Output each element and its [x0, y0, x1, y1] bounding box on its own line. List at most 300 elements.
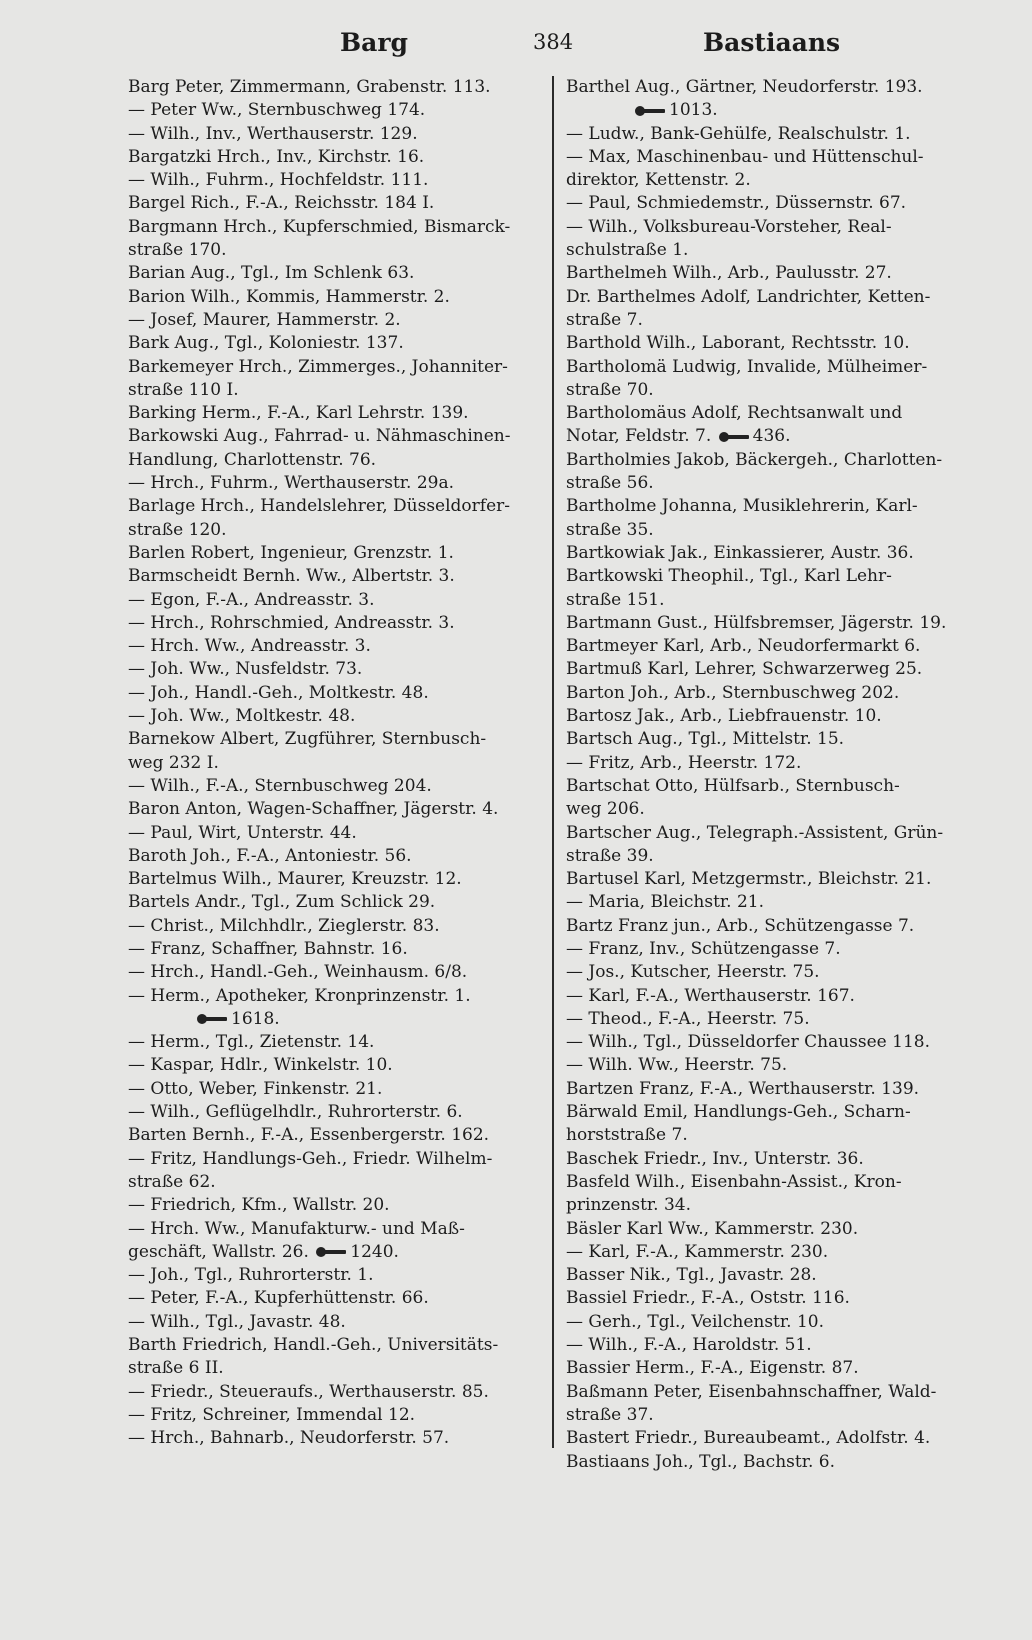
entry-line [566, 472, 976, 495]
directory-entry [128, 565, 540, 588]
directory-entry [128, 356, 540, 403]
entry-line [566, 1171, 976, 1194]
entry-line [128, 1031, 540, 1054]
entry-text: — Herm., Apotheker, Kronprinzenstr. 1. [128, 985, 471, 1006]
entry-line [566, 1054, 976, 1077]
directory-entry [566, 146, 976, 193]
entry-line [566, 705, 976, 728]
directory-entry [566, 658, 976, 681]
entry-text: Bark Aug., Tgl., Koloniestr. 137. [128, 333, 404, 354]
entry-text: — Hrch., Fuhrm., Werthauserstr. 29a. [128, 473, 455, 494]
directory-entry [128, 1101, 540, 1124]
directory-entry [566, 705, 976, 728]
entry-line [566, 1381, 976, 1404]
entry-line [128, 1334, 540, 1357]
entry-text: straße 37. [566, 1404, 654, 1425]
entry-text: Barton Joh., Arb., Sternbuschweg 202. [566, 682, 900, 703]
directory-entry [128, 1031, 540, 1054]
directory-entry [566, 891, 976, 914]
entry-text: — Jos., Kutscher, Heerstr. 75. [566, 962, 820, 983]
entry-text: Bartusel Karl, Metzgermstr., Bleichstr. 21. [566, 869, 932, 890]
entry-line [566, 286, 976, 309]
entry-text: — Theod., F.-A., Heerstr. 75. [566, 1008, 810, 1029]
entry-text: — Fritz, Schreiner, Immendal 12. [128, 1404, 416, 1425]
entry-line [128, 216, 540, 239]
entry-text: — Wilh., Inv., Werthauserstr. 129. [128, 123, 418, 144]
entry-text: Baroth Joh., F.-A., Antoniestr. 56. [128, 845, 412, 866]
entry-line [566, 1287, 976, 1310]
directory-entry [566, 1427, 976, 1450]
entry-text: — Hrch. Ww., Manufakturw.- und Maß- [128, 1218, 465, 1239]
entry-line [128, 425, 540, 448]
entry-text: — Egon, F.-A., Andreasstr. 3. [128, 589, 375, 610]
entry-line [566, 682, 976, 705]
entry-line [128, 449, 540, 472]
directory-entry [566, 542, 976, 565]
entry-text: Bartscher Aug., Telegraph.-Assistent, Grün- [566, 822, 944, 843]
directory-entry [566, 822, 976, 869]
entry-line [128, 565, 540, 588]
entry-line [128, 1218, 540, 1241]
directory-entry [566, 1311, 976, 1334]
entry-line [128, 845, 540, 868]
entry-line [566, 822, 976, 845]
directory-entry [128, 1334, 540, 1381]
entry-line [566, 612, 976, 635]
directory-entry [566, 1357, 976, 1380]
directory-entry [566, 449, 976, 496]
directory-entry [128, 868, 540, 891]
entry-text: Bartmeyer Karl, Arb., Neudorfermarkt 6. [566, 636, 921, 657]
entry-line [566, 1311, 976, 1334]
entry-text: Bartels Andr., Tgl., Zum Schlick 29. [128, 892, 436, 913]
entry-text: — Wilh., F.-A., Sternbuschweg 204. [128, 775, 432, 796]
entry-text: — Herm., Tgl., Zietenstr. 14. [128, 1032, 375, 1053]
entry-line [128, 961, 540, 984]
directory-entry [128, 775, 540, 798]
entry-line [566, 752, 976, 775]
entry-line [128, 868, 540, 891]
entry-line [566, 379, 976, 402]
entry-line [128, 891, 540, 914]
entry-text: Handlung, Charlottenstr. 76. [128, 449, 377, 470]
entry-line [566, 1148, 976, 1171]
directory-entry [566, 1078, 976, 1101]
directory-entry [566, 1101, 976, 1148]
entry-line [128, 542, 540, 565]
entry-text: straße 70. [566, 379, 654, 400]
directory-entry [128, 1404, 540, 1427]
entry-text: — Joh., Tgl., Ruhrorterstr. 1. [128, 1265, 374, 1286]
entry-text: — Wilh., Geflügelhdlr., Ruhrorterstr. 6. [128, 1102, 463, 1123]
entry-text: Barthel Aug., Gärtner, Neudorferstr. 193. [566, 77, 923, 97]
entry-line [566, 589, 976, 612]
directory-entry [566, 961, 976, 984]
entry-line [128, 262, 540, 285]
entry-text: weg 232 I. [128, 752, 219, 773]
entry-line [128, 1311, 540, 1334]
entry-line [128, 682, 540, 705]
entry-line [566, 76, 976, 99]
entry-line [566, 1404, 976, 1427]
entry-line [128, 379, 540, 402]
directory-entry [566, 1171, 976, 1218]
entry-text: Barion Wilh., Kommis, Hammerstr. 2. [128, 286, 450, 307]
entry-text: straße 120. [128, 519, 227, 540]
entry-line [566, 169, 976, 192]
entry-line [128, 798, 540, 821]
entry-line [128, 985, 540, 1008]
entry-line [566, 868, 976, 891]
entry-text: direktor, Kettenstr. 2. [566, 170, 751, 191]
directory-entry [128, 192, 540, 215]
entry-text: — Franz, Inv., Schützengasse 7. [566, 938, 841, 959]
directory-entry [566, 938, 976, 961]
directory-entry [128, 1427, 540, 1450]
entry-line [128, 1171, 540, 1194]
entry-line [128, 169, 540, 192]
entry-line [566, 332, 976, 355]
entry-text: — Hrch. Ww., Andreasstr. 3. [128, 636, 371, 657]
entry-line [566, 192, 976, 215]
entry-text: — Karl, F.-A., Werthauserstr. 167. [566, 985, 855, 1006]
directory-entry [128, 1218, 540, 1265]
entry-line [566, 262, 976, 285]
directory-entry [566, 915, 976, 938]
entry-line [566, 239, 976, 262]
entry-line [128, 915, 540, 938]
entry-line [128, 192, 540, 215]
entry-text: Bartmuß Karl, Lehrer, Schwarzerweg 25. [566, 659, 923, 680]
entry-text: Bartkowski Theophil., Tgl., Karl Lehr- [566, 566, 892, 587]
directory-entry [128, 309, 540, 332]
entry-line [128, 472, 540, 495]
entry-text: — Wilh., Tgl., Javastr. 48. [128, 1311, 346, 1332]
entry-line [128, 1357, 540, 1380]
entry-text: prinzenstr. 34. [566, 1195, 692, 1216]
entry-text: Barthold Wilh., Laborant, Rechtsstr. 10. [566, 333, 910, 354]
entry-text: Barking Herm., F.-A., Karl Lehrstr. 139. [128, 403, 469, 424]
entry-line [128, 1427, 540, 1450]
directory-entry [566, 402, 976, 449]
entry-line [566, 123, 976, 146]
entry-line [128, 1124, 540, 1147]
directory-entry [128, 262, 540, 285]
entry-text: Bartschat Otto, Hülfsarb., Sternbusch- [566, 775, 900, 796]
directory-entry [128, 822, 540, 845]
entry-line [566, 216, 976, 239]
directory-entry [566, 1008, 976, 1031]
entry-text: schulstraße 1. [566, 240, 689, 261]
entry-line [566, 425, 976, 448]
entry-text: — Paul, Schmiedemstr., Düssernstr. 67. [566, 193, 907, 214]
entry-phone-line [633, 99, 976, 122]
entry-line [128, 99, 540, 122]
directory-entry [128, 635, 540, 658]
header-first-name: Barg [340, 28, 408, 57]
directory-entry [128, 286, 540, 309]
entry-line [566, 1357, 976, 1380]
entry-text: Basfeld Wilh., Eisenbahn-Assist., Kron- [566, 1171, 902, 1192]
directory-entry [128, 705, 540, 728]
entry-text: Bartmann Gust., Hülfsbremser, Jägerstr. 19. [566, 612, 947, 633]
entry-line [128, 123, 540, 146]
entry-line [566, 798, 976, 821]
entry-line [128, 76, 540, 99]
entry-line [128, 309, 540, 332]
directory-entry [128, 728, 540, 775]
entry-text: — Hrch., Handl.-Geh., Weinhausm. 6/8. [128, 962, 468, 983]
entry-line [128, 286, 540, 309]
entry-line [566, 658, 976, 681]
entry-text: Baron Anton, Wagen-Schaffner, Jägerstr. 4. [128, 799, 499, 820]
entry-text: straße 6 II. [128, 1358, 224, 1379]
entry-line [566, 1031, 976, 1054]
entry-text: straße 151. [566, 589, 665, 610]
directory-entry [128, 891, 540, 914]
entry-line [128, 705, 540, 728]
directory-entry [128, 658, 540, 681]
telephone-icon [719, 432, 749, 442]
directory-entry [128, 915, 540, 938]
entry-line [128, 822, 540, 845]
entry-text: Bärwald Emil, Handlungs-Geh., Scharn- [566, 1102, 911, 1123]
directory-entry [566, 868, 976, 891]
directory-entry [128, 495, 540, 542]
entry-line [566, 495, 976, 518]
right-column [566, 76, 976, 1474]
entry-text: straße 110 I. [128, 379, 239, 400]
entry-line [128, 1404, 540, 1427]
entry-text: — Fritz, Handlungs-Geh., Friedr. Wilhelm- [128, 1148, 493, 1169]
entry-line [566, 519, 976, 542]
entry-text: — Maria, Bleichstr. 21. [566, 892, 765, 913]
directory-entry [566, 192, 976, 215]
entry-text: Basser Nik., Tgl., Javastr. 28. [566, 1265, 817, 1286]
entry-text: Barg Peter, Zimmermann, Grabenstr. 113. [128, 77, 491, 97]
directory-entry [566, 728, 976, 751]
entry-text: — Friedr., Steueraufs., Werthauserstr. 85. [128, 1381, 489, 1402]
directory-entry [128, 425, 540, 472]
entry-text: — Kaspar, Hdlr., Winkelstr. 10. [128, 1055, 393, 1076]
entry-text: — Hrch., Rohrschmied, Andreasstr. 3. [128, 612, 455, 633]
directory-entry [566, 356, 976, 403]
entry-text: Barten Bernh., F.-A., Essenbergerstr. 162. [128, 1125, 490, 1146]
entry-text: — Christ., Milchhdlr., Zieglerstr. 83. [128, 915, 440, 936]
entry-line [566, 542, 976, 565]
directory-entry [128, 1194, 540, 1217]
entry-line [566, 1218, 976, 1241]
directory-entry [128, 612, 540, 635]
directory-entry [128, 961, 540, 984]
entry-line [566, 146, 976, 169]
entry-text: Bartzen Franz, F.-A., Werthauserstr. 139. [566, 1078, 920, 1099]
directory-entry [566, 1287, 976, 1310]
entry-line [566, 961, 976, 984]
entry-text: — Max, Maschinenbau- und Hüttenschul- [566, 146, 924, 167]
directory-entry [566, 76, 976, 123]
entry-line [128, 775, 540, 798]
entry-line [128, 1287, 540, 1310]
entry-text: — Otto, Weber, Finkenstr. 21. [128, 1078, 383, 1099]
entry-text: straße 39. [566, 845, 654, 866]
entry-line [566, 402, 976, 425]
entry-line [128, 612, 540, 635]
entry-line [566, 1078, 976, 1101]
entry-text: Bartholme Johanna, Musiklehrerin, Karl- [566, 496, 918, 517]
directory-entry [566, 286, 976, 333]
directory-entry [566, 1218, 976, 1241]
entry-text: — Peter Ww., Sternbuschweg 174. [128, 100, 426, 121]
directory-entry [128, 938, 540, 961]
entry-text: Bartelmus Wilh., Maurer, Kreuzstr. 12. [128, 869, 462, 890]
directory-entry [566, 1031, 976, 1054]
directory-entry [128, 542, 540, 565]
directory-entry [566, 332, 976, 355]
entry-text: Bartkowiak Jak., Einkassierer, Austr. 36. [566, 542, 914, 563]
entry-line [566, 915, 976, 938]
directory-entry [128, 1264, 540, 1287]
entry-text: Baßmann Peter, Eisenbahnschaffner, Wald- [566, 1381, 937, 1402]
entry-text: Notar, Feldstr. 7. [566, 426, 712, 447]
directory-entry [566, 1451, 976, 1474]
entry-text: Barmscheidt Bernh. Ww., Albertstr. 3. [128, 566, 455, 587]
entry-line [566, 356, 976, 379]
entry-line [566, 1124, 976, 1147]
directory-entry [566, 612, 976, 635]
directory-entry [566, 1148, 976, 1171]
entry-line [566, 728, 976, 751]
entry-line [128, 938, 540, 961]
page-number: 384 [533, 30, 574, 54]
entry-text: — Paul, Wirt, Unterstr. 44. [128, 822, 357, 843]
entry-text: Barkemeyer Hrch., Zimmerges., Johanniter- [128, 356, 508, 377]
directory-entry [566, 495, 976, 542]
entry-line [128, 752, 540, 775]
entry-line [128, 146, 540, 169]
entry-text: straße 62. [128, 1171, 216, 1192]
entry-text: — Peter, F.-A., Kupferhüttenstr. 66. [128, 1288, 429, 1309]
directory-entry [128, 1078, 540, 1101]
directory-entry [128, 1054, 540, 1077]
entry-text: — Wilh. Ww., Heerstr. 75. [566, 1055, 788, 1076]
phone-number: 436. [752, 426, 791, 447]
entry-text: Bäsler Karl Ww., Kammerstr. 230. [566, 1218, 859, 1239]
entry-text: straße 170. [128, 240, 227, 261]
directory-entry [128, 1148, 540, 1195]
entry-line [128, 589, 540, 612]
entry-line [128, 519, 540, 542]
directory-entry [128, 332, 540, 355]
entry-text: Bartz Franz jun., Arb., Schützengasse 7. [566, 915, 915, 936]
entry-text: Barth Friedrich, Handl.-Geh., Universitäts- [128, 1335, 499, 1356]
entry-line [566, 1451, 976, 1474]
entry-line [128, 356, 540, 379]
entry-text: straße 35. [566, 519, 654, 540]
entry-phone-line [195, 1008, 540, 1031]
entry-line [566, 845, 976, 868]
directory-entry [566, 635, 976, 658]
entry-text: Barlen Robert, Ingenieur, Grenzstr. 1. [128, 542, 454, 563]
directory-entry [128, 845, 540, 868]
entry-text: Bastiaans Joh., Tgl., Bachstr. 6. [566, 1451, 835, 1472]
entry-text: — Wilh., F.-A., Haroldstr. 51. [566, 1335, 812, 1356]
entry-line [128, 635, 540, 658]
entry-line [128, 402, 540, 425]
entry-line [128, 1264, 540, 1287]
entry-line [128, 495, 540, 518]
entry-line [128, 1054, 540, 1077]
entry-text: geschäft, Wallstr. 26. [128, 1241, 309, 1262]
directory-entry [566, 1054, 976, 1077]
header-last-name: Bastiaans [703, 28, 841, 57]
directory-entry [128, 146, 540, 169]
directory-entry [566, 985, 976, 1008]
directory-entry [566, 262, 976, 285]
entry-text: — Joh. Ww., Moltkestr. 48. [128, 706, 356, 727]
directory-entry [128, 589, 540, 612]
entry-text: Bargel Rich., F.-A., Reichsstr. 184 I. [128, 193, 435, 214]
telephone-icon [316, 1247, 346, 1257]
directory-entry [566, 752, 976, 775]
directory-entry [128, 1287, 540, 1310]
entry-line [566, 449, 976, 472]
entry-text: Bastert Friedr., Bureaubeamt., Adolfstr. 4. [566, 1428, 931, 1449]
entry-line [566, 309, 976, 332]
directory-entry [128, 682, 540, 705]
phone-number: 1013. [669, 100, 718, 121]
entry-text: — Josef, Maurer, Hammerstr. 2. [128, 309, 401, 330]
entry-text: Baschek Friedr., Inv., Unterstr. 36. [566, 1148, 864, 1169]
entry-text: Bassier Herm., F.-A., Eigenstr. 87. [566, 1358, 859, 1379]
directory-entry [128, 123, 540, 146]
directory-entry [128, 472, 540, 495]
entry-text: Bartsch Aug., Tgl., Mittelstr. 15. [566, 729, 845, 750]
entry-text: — Fritz, Arb., Heerstr. 172. [566, 752, 802, 773]
directory-entry [128, 76, 540, 99]
entry-line [566, 775, 976, 798]
directory-entry [128, 169, 540, 192]
entry-line [566, 1101, 976, 1124]
directory-entry [566, 1241, 976, 1264]
entry-text: Barnekow Albert, Zugführer, Sternbusch- [128, 729, 487, 750]
directory-entry [128, 1381, 540, 1404]
entry-text: Barthelmeh Wilh., Arb., Paulusstr. 27. [566, 263, 892, 284]
directory-entry [566, 1381, 976, 1428]
entry-text: Barlage Hrch., Handelslehrer, Düsseldorfer- [128, 496, 511, 517]
directory-entry [128, 1124, 540, 1147]
directory-entry [128, 985, 540, 1032]
entry-text: — Franz, Schaffner, Bahnstr. 16. [128, 938, 408, 959]
entry-text: — Gerh., Tgl., Veilchenstr. 10. [566, 1311, 824, 1332]
entry-text: weg 206. [566, 799, 645, 820]
entry-line [128, 1381, 540, 1404]
entry-text: horststraße 7. [566, 1125, 688, 1146]
directory-entry [566, 565, 976, 612]
directory-entry [566, 123, 976, 146]
phone-number: 1240. [350, 1241, 399, 1262]
phone-number: 1618. [231, 1008, 280, 1029]
entry-text: Bartosz Jak., Arb., Liebfrauenstr. 10. [566, 706, 882, 727]
entry-line [128, 728, 540, 751]
directory-entry [566, 1264, 976, 1287]
entry-line [566, 891, 976, 914]
telephone-icon [635, 106, 665, 116]
entry-text: — Wilh., Tgl., Düsseldorfer Chaussee 118. [566, 1032, 930, 1053]
telephone-icon [197, 1014, 227, 1024]
directory-entry [566, 1334, 976, 1357]
entry-text: Bassiel Friedr., F.-A., Oststr. 116. [566, 1288, 850, 1309]
